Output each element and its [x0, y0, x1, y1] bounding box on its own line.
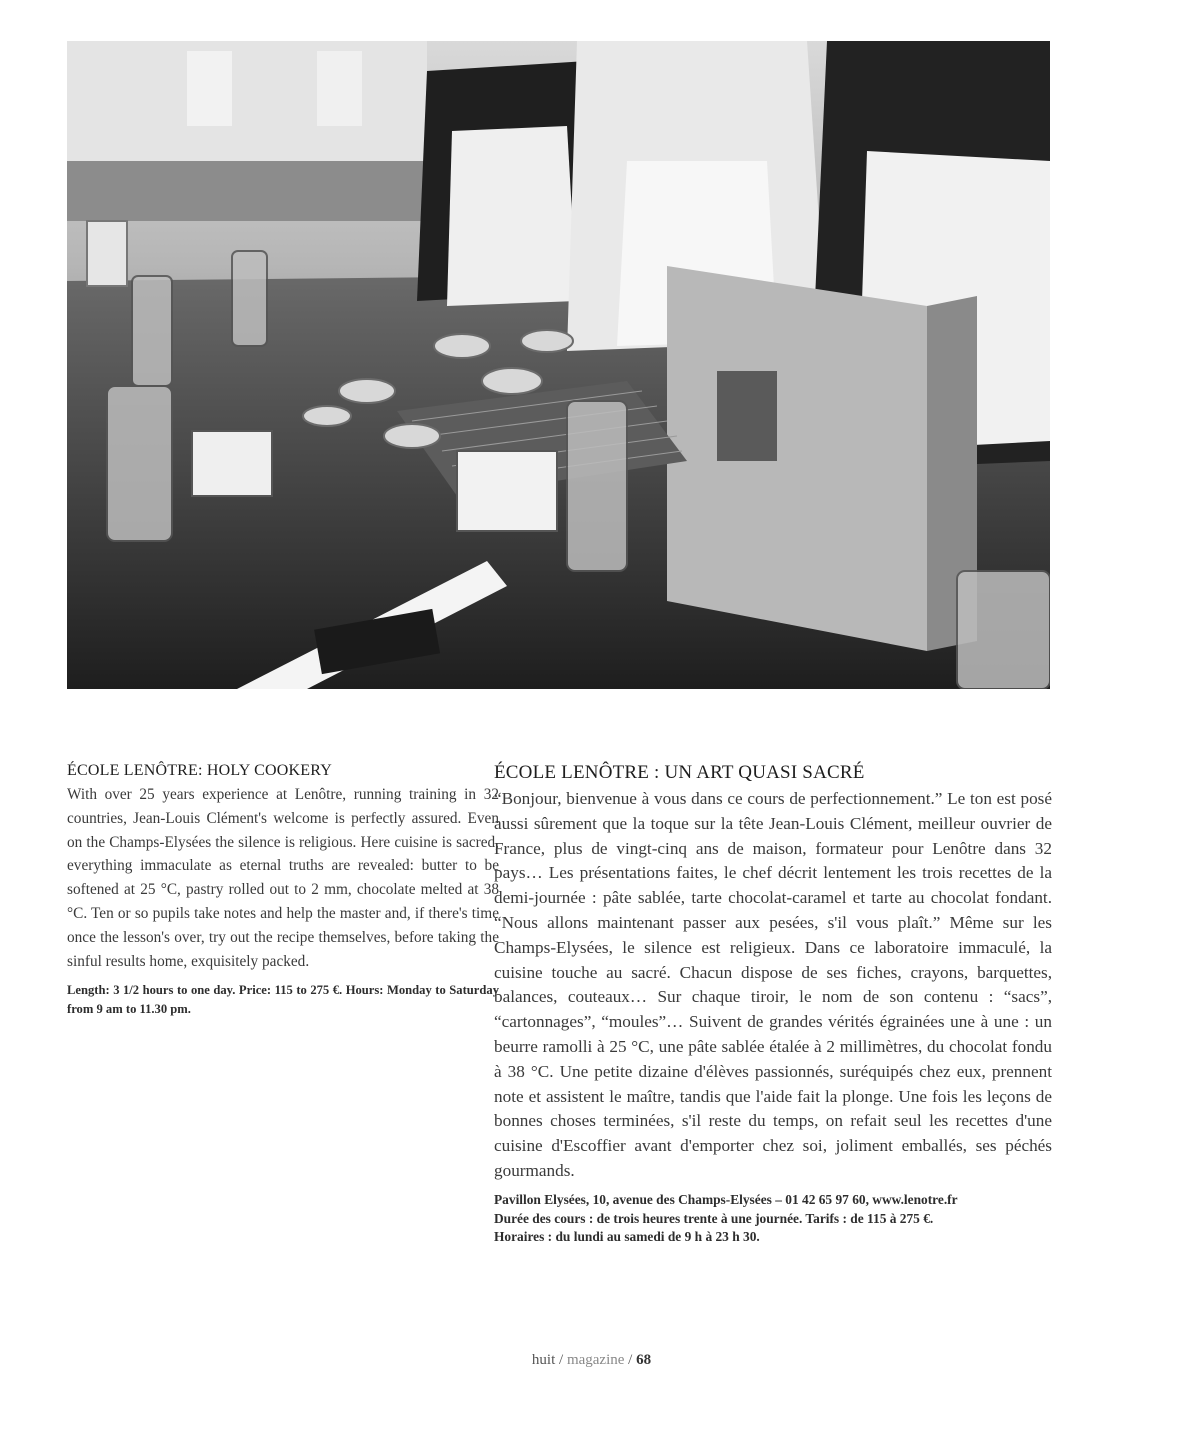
article-heading-fr [494, 762, 1052, 784]
article-body-en: With over 25 years experience at Lenôtre, running training in 32 countries, Jean-Louis Clément's welcome is perfectly assured. Even on the Champs-Elysées the silence is religious. Here cuisine is sacred, everything immaculate as eternal truths are revealed: butter to be softened at 25 °C, pastry rolled out to 2 mm, chocolate melted at 38 °C. Ten or so pupils take notes and help the master and, if there's time once the lesson's over, try out the recipe themselves, before taking the sinful results home, exquisitely packed. [67, 786, 499, 970]
article-english [67, 762, 499, 1018]
folio-separator: / [555, 1352, 567, 1368]
page-folio [0, 1352, 1183, 1369]
page-number: 68 [636, 1352, 652, 1368]
info-line-address: Pavillon Elysées, 10, avenue des Champs-Elysées – 01 42 65 97 60, www.lenotre.fr [494, 1191, 958, 1207]
heading-rest-fr: UN ART QUASI SACRÉ [659, 762, 865, 783]
folio-word-magazine: magazine [566, 1352, 625, 1368]
article-french [494, 762, 1052, 1247]
article-body-fr: “Bonjour, bienvenue à vous dans ce cours de perfectionnement.” Le ton est posé aussi sûrement que la toque sur la tête Jean-Louis Clément, meilleur ouvrier de France, plus de vingt-cinq ans de maison, formateur pour Lenôtre dans 32 pays… Les présentations faites, le chef décrit lentement les trois recettes de la demi-journée : pâte sablée, tarte chocolat-caramel et tarte au chocolat fondant. “Nous allons maintenant passer aux pesées, s'il vous plaît.” Même sur les Champs-Elysées, le silence est religieux. Dans ce laboratoire immaculé, la cuisine touche au sacré. Chacun dispose de ses fiches, crayons, barquettes, balances, couteaux… Sur chaque tiroir, le nom de son contenu : “sacs”, “cartonnages”, “moules”… Suivent de grandes vérités égrainées une à une : un beurre ramolli à 25 °C, une pâte sablée étalée à 2 millimètres, du chocolat fondu à 38 °C. Une petite dizaine d'élèves passionnés, suréquipés chez eux, prennent note et assistent le maître, tandis que l'aide fait la plonge. Une fois les leçons de bonnes choses terminées, s'il reste du temps, on refait seul les recettes d'une cuisine d'Escoffier avant d'emporter chez soi, joliment emballés, ses péchés gourmands. [494, 789, 1052, 1180]
info-line-duration: Durée des cours : de trois heures trente à une journée. Tarifs : de 115 à 275 €. [494, 1210, 934, 1226]
article-heading-en [67, 762, 499, 780]
article-photo [67, 41, 1050, 689]
folio-separator: / [624, 1352, 637, 1368]
heading-rest-en: HOLY COOKERY [202, 762, 332, 779]
practical-info-en: Length: 3 1/2 hours to one day. Price: 115 to 275 €. Hours: Monday to Saturday from 9 am to 11.30 pm. [67, 983, 499, 1016]
heading-bold-en: ÉCOLE LENÔTRE: [67, 762, 203, 779]
folio-word-huit: huit [531, 1352, 556, 1368]
photo-kitchen-class [67, 41, 1050, 689]
heading-bold-fr: ÉCOLE LENÔTRE : [494, 762, 660, 783]
info-line-hours: Horaires : du lundi au samedi de 9 h à 23 h 30. [494, 1229, 760, 1245]
practical-info-fr [494, 1191, 1052, 1247]
